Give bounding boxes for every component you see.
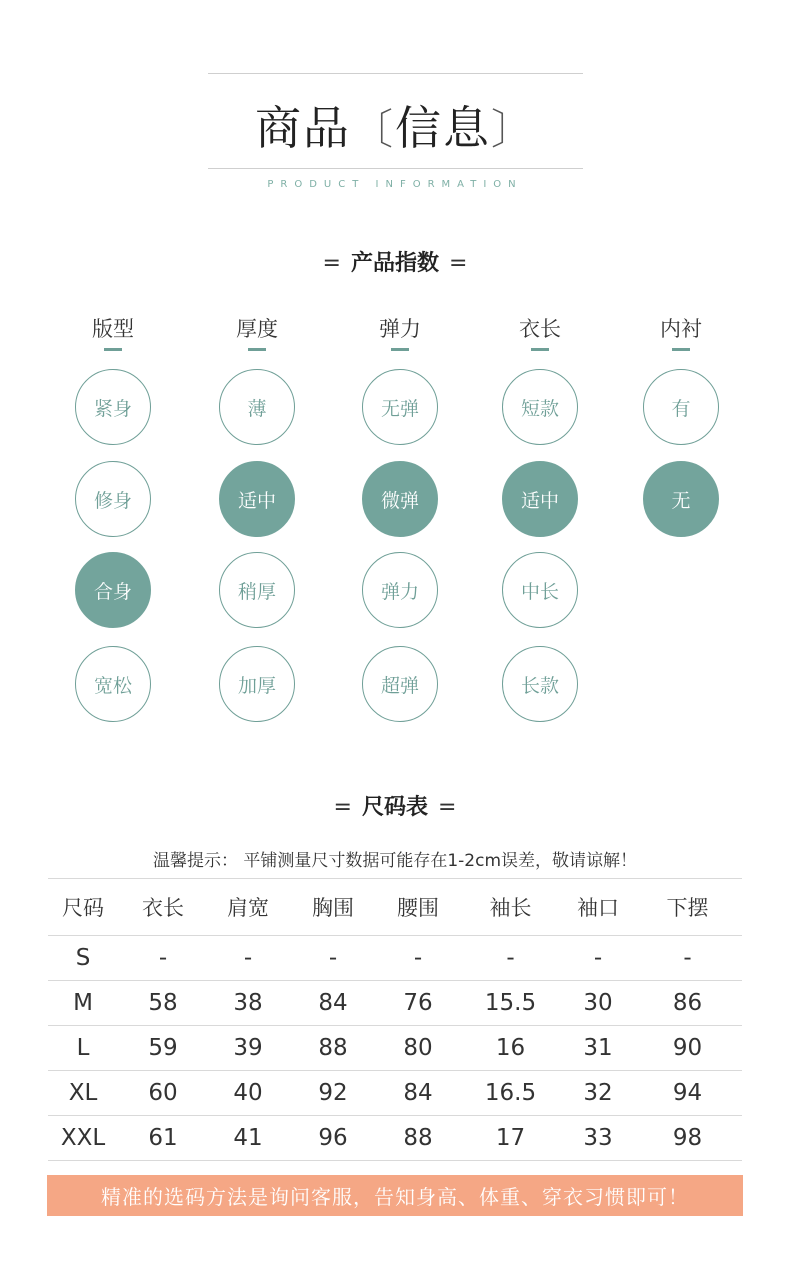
bracket-open: 〔 <box>350 105 395 154</box>
title-left: 商品 <box>254 101 351 155</box>
title-right: 信息 <box>395 101 491 155</box>
table-cell: - <box>458 936 563 981</box>
index-option: 有 <box>643 369 719 445</box>
table-cell: 80 <box>378 1026 458 1071</box>
page-title <box>0 92 790 158</box>
index-column-label: 厚度 <box>236 317 278 341</box>
size-table-header-cell: 衣长 <box>118 879 208 936</box>
size-table-header-cell: 腰围 <box>378 879 458 936</box>
size-table-header-cell: 肩宽 <box>208 879 288 936</box>
table-row <box>48 936 742 981</box>
table-cell: M <box>48 981 118 1026</box>
table-cell: 96 <box>288 1116 378 1161</box>
column-underline <box>104 348 122 351</box>
index-option: 宽松 <box>75 646 151 722</box>
table-cell: 16.5 <box>458 1071 563 1116</box>
size-note: 温馨提示： 平铺测量尺寸数据可能存在1-2cm误差，敬请谅解！ <box>152 851 638 871</box>
table-cell: - <box>118 936 208 981</box>
index-option: 薄 <box>219 369 295 445</box>
table-cell: 98 <box>633 1116 742 1161</box>
eq-right: = <box>449 251 468 276</box>
index-option: 稍厚 <box>219 552 295 628</box>
table-cell: 76 <box>378 981 458 1026</box>
column-underline <box>391 348 409 351</box>
table-cell: 88 <box>378 1116 458 1161</box>
size-table-header-cell: 胸围 <box>288 879 378 936</box>
table-cell: 33 <box>563 1116 633 1161</box>
table-cell: 38 <box>208 981 288 1026</box>
table-cell: 32 <box>563 1071 633 1116</box>
size-table <box>48 878 742 1161</box>
table-cell: 84 <box>378 1071 458 1116</box>
size-table-header-cell: 下摆 <box>633 879 742 936</box>
size-table-header-cell: 袖长 <box>458 879 563 936</box>
index-option: 加厚 <box>219 646 295 722</box>
size-heading-text: 尺码表 <box>361 795 428 820</box>
size-heading <box>0 790 790 821</box>
eq-left: = <box>333 795 352 820</box>
index-option: 长款 <box>502 646 578 722</box>
column-underline <box>531 348 549 351</box>
index-option-selected: 适中 <box>502 461 578 537</box>
table-cell: 94 <box>633 1071 742 1116</box>
index-column-label: 内衬 <box>660 317 702 341</box>
table-cell: 58 <box>118 981 208 1026</box>
index-heading-text: 产品指数 <box>350 251 439 276</box>
table-cell: S <box>48 936 118 981</box>
table-cell: - <box>378 936 458 981</box>
size-advice-banner: 精准的选码方法是询问客服，告知身高、体重、穿衣习惯即可！ <box>47 1175 743 1216</box>
header-bottom-rule <box>208 168 583 169</box>
index-column-label: 弹力 <box>379 317 421 341</box>
table-cell: XXL <box>48 1116 118 1161</box>
size-table-header-cell: 袖口 <box>563 879 633 936</box>
table-cell: - <box>633 936 742 981</box>
table-cell: - <box>563 936 633 981</box>
table-cell: 39 <box>208 1026 288 1071</box>
index-option-selected: 适中 <box>219 461 295 537</box>
table-cell: 16 <box>458 1026 563 1071</box>
table-cell: 17 <box>458 1116 563 1161</box>
index-column-label: 版型 <box>92 317 134 341</box>
table-cell: 60 <box>118 1071 208 1116</box>
bracket-close: 〕 <box>491 105 536 154</box>
table-cell: 40 <box>208 1071 288 1116</box>
page-subtitle: PRODUCT INFORMATION <box>267 179 523 190</box>
index-heading <box>0 246 790 277</box>
header-top-rule <box>208 73 583 74</box>
table-cell: - <box>208 936 288 981</box>
table-cell: XL <box>48 1071 118 1116</box>
index-option-selected: 无 <box>643 461 719 537</box>
table-cell: 30 <box>563 981 633 1026</box>
index-option: 修身 <box>75 461 151 537</box>
table-row <box>48 1071 742 1116</box>
index-column-label: 衣长 <box>519 317 561 341</box>
index-option: 弹力 <box>362 552 438 628</box>
eq-left: = <box>322 251 341 276</box>
column-underline <box>248 348 266 351</box>
index-option: 中长 <box>502 552 578 628</box>
size-table-header-cell: 尺码 <box>48 879 118 936</box>
table-cell: 15.5 <box>458 981 563 1026</box>
table-cell: 88 <box>288 1026 378 1071</box>
index-option: 紧身 <box>75 369 151 445</box>
size-table-header <box>48 879 742 936</box>
table-row <box>48 981 742 1026</box>
table-cell: 61 <box>118 1116 208 1161</box>
index-option: 短款 <box>502 369 578 445</box>
eq-right: = <box>438 795 457 820</box>
table-cell: L <box>48 1026 118 1071</box>
index-option: 无弹 <box>362 369 438 445</box>
table-cell: 41 <box>208 1116 288 1161</box>
table-row <box>48 1026 742 1071</box>
table-cell: 92 <box>288 1071 378 1116</box>
table-row <box>48 1116 742 1161</box>
index-option: 超弹 <box>362 646 438 722</box>
column-underline <box>672 348 690 351</box>
table-cell: - <box>288 936 378 981</box>
table-cell: 90 <box>633 1026 742 1071</box>
table-cell: 59 <box>118 1026 208 1071</box>
index-option-selected: 微弹 <box>362 461 438 537</box>
index-option-selected: 合身 <box>75 552 151 628</box>
table-cell: 84 <box>288 981 378 1026</box>
table-cell: 86 <box>633 981 742 1026</box>
table-cell: 31 <box>563 1026 633 1071</box>
